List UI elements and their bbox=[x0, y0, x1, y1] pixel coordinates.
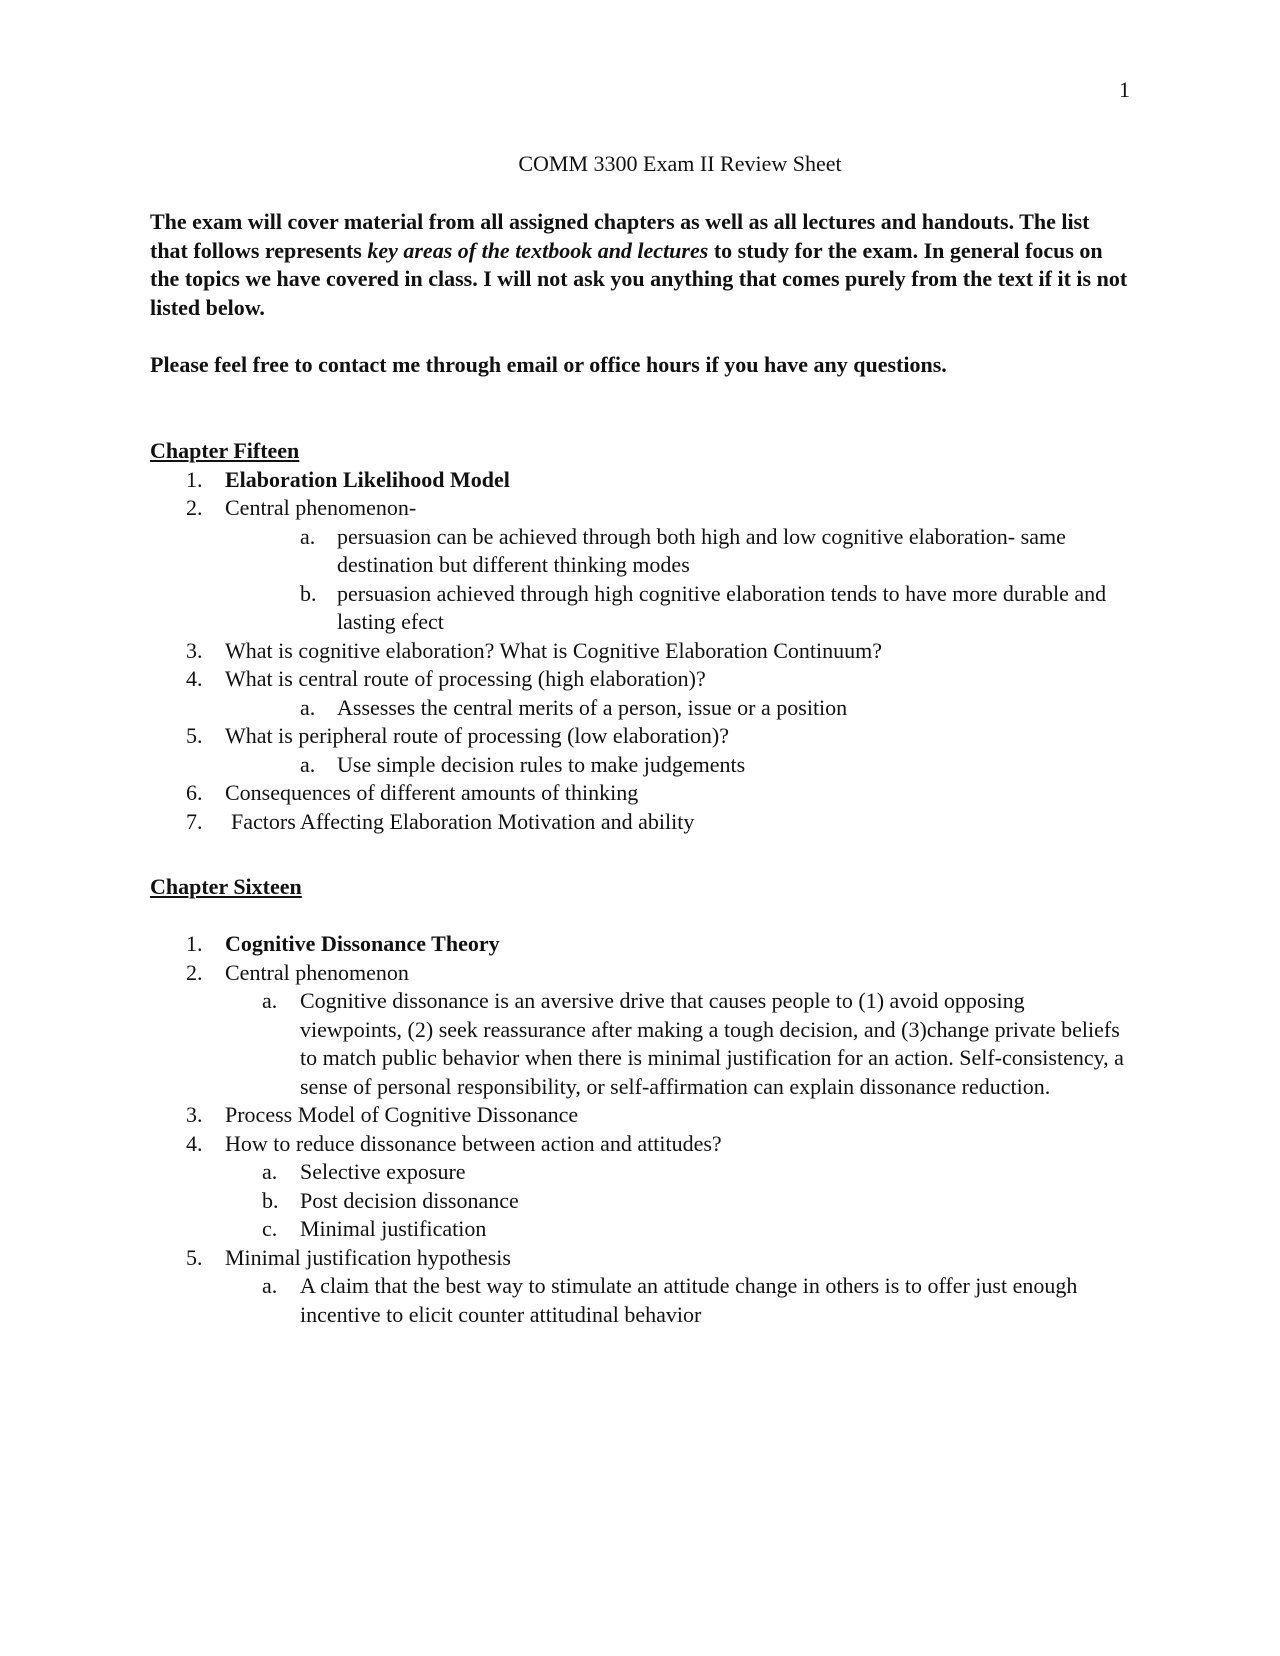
sub-item-letter: a. bbox=[300, 523, 316, 549]
chapter-heading: Chapter Sixteen bbox=[150, 874, 302, 899]
sub-list-item bbox=[150, 751, 1130, 780]
contact-paragraph: Please feel free to contact me through email or office hours if you have any questions. bbox=[150, 351, 947, 377]
page-number: 1 bbox=[1119, 77, 1130, 102]
item-text: What is peripheral route of processing (low elaboration)? bbox=[225, 723, 729, 748]
intro-section bbox=[150, 208, 1130, 379]
item-text: Process Model of Cognitive Dissonance bbox=[225, 1102, 579, 1127]
list-item bbox=[150, 494, 1130, 523]
list-item bbox=[150, 637, 1130, 666]
sub-item-letter: a. bbox=[300, 751, 316, 777]
chapter-fifteen-section bbox=[150, 437, 1130, 836]
sub-item-text: Assesses the central merits of a person, issue or a position bbox=[337, 694, 848, 720]
chapter-sixteen-section bbox=[150, 873, 1130, 1329]
list-item bbox=[150, 1101, 1130, 1130]
intro-text-part1: The exam will cover material from all assigned chapters as well as all lectures and handouts. The list that follows represents bbox=[150, 209, 1090, 263]
item-number: 2. bbox=[186, 495, 203, 520]
sub-list-item bbox=[150, 1187, 1130, 1216]
sub-item-letter: a. bbox=[262, 988, 278, 1013]
sub-item-text: Cognitive dissonance is an aversive drive that causes people to (1) avoid opposing viewpoints, (2) seek reassurance after making a tough decision, and (3)change private beliefs to match public behavior when there is minimal justification for an action. Self-consistency, a sense of personal responsibility, or self-affirmation can explain dissonance reduction. bbox=[300, 988, 1124, 1099]
list-item bbox=[150, 1244, 1130, 1273]
intro-paragraph bbox=[150, 208, 1130, 322]
intro-text-part2: to study for the exam. In general focus on the topics we have covered in class. I will not ask you anything that comes purely from the text if it is not listed below. bbox=[150, 237, 1128, 320]
sub-list-item bbox=[150, 694, 1130, 723]
sub-item-letter: a. bbox=[300, 694, 316, 720]
item-text: Consequences of different amounts of thinking bbox=[225, 780, 639, 805]
sub-list-item bbox=[150, 1158, 1130, 1187]
item-number: 5. bbox=[186, 723, 203, 748]
item-text: Central phenomenon- bbox=[225, 495, 417, 520]
sub-item-text: persuasion can be achieved through both high and low cognitive elaboration- same destination but different thinking modes bbox=[337, 523, 1066, 577]
list-item bbox=[150, 1130, 1130, 1159]
sub-item-letter: b. bbox=[262, 1187, 279, 1213]
sub-item-text: A claim that the best way to stimulate an attitude change in others is to offer just enough incentive to elicit counter attitudinal behavior bbox=[300, 1273, 1078, 1327]
list-item bbox=[150, 808, 1130, 837]
item-text: How to reduce dissonance between action and attitudes? bbox=[225, 1130, 722, 1156]
list-item bbox=[150, 722, 1130, 751]
item-number: 4. bbox=[186, 1130, 203, 1156]
sub-item-text: Use simple decision rules to make judgements bbox=[337, 751, 746, 777]
list-item bbox=[150, 959, 1130, 988]
sub-item-letter: a. bbox=[262, 1273, 278, 1298]
item-text: What is cognitive elaboration? What is Cognitive Elaboration Continuum? bbox=[225, 637, 883, 663]
item-number: 3. bbox=[186, 1102, 203, 1127]
list-item bbox=[150, 779, 1130, 808]
sub-list-item bbox=[150, 987, 1130, 1101]
list-item bbox=[150, 665, 1130, 694]
item-number: 2. bbox=[186, 959, 203, 985]
sub-item-text: Selective exposure bbox=[300, 1159, 466, 1184]
item-text: What is central route of processing (high elaboration)? bbox=[225, 666, 706, 691]
sub-list-item bbox=[150, 1272, 1130, 1329]
item-text: Minimal justification hypothesis bbox=[225, 1244, 511, 1270]
sub-list-item bbox=[150, 523, 1130, 580]
sub-list-item bbox=[150, 1215, 1130, 1244]
item-text: Central phenomenon bbox=[225, 959, 409, 985]
sub-item-letter: c. bbox=[262, 1216, 278, 1241]
chapter-heading: Chapter Fifteen bbox=[150, 438, 300, 463]
item-number: 1. bbox=[186, 931, 203, 956]
item-number: 3. bbox=[186, 637, 203, 663]
item-text: Factors Affecting Elaboration Motivation and ability bbox=[231, 808, 695, 834]
item-number: 1. bbox=[186, 466, 203, 492]
sub-list-item bbox=[150, 580, 1130, 637]
item-text: Cognitive Dissonance Theory bbox=[225, 931, 500, 956]
sub-item-text: Post decision dissonance bbox=[300, 1187, 519, 1213]
list-item bbox=[150, 466, 1130, 495]
document-title: COMM 3300 Exam II Review Sheet bbox=[518, 151, 842, 176]
sub-item-letter: a. bbox=[262, 1159, 278, 1184]
item-number: 4. bbox=[186, 666, 203, 691]
sub-item-text: persuasion achieved through high cognitive elaboration tends to have more durable and lasting efect bbox=[337, 580, 1107, 634]
item-text: Elaboration Likelihood Model bbox=[225, 466, 510, 492]
item-number: 7. bbox=[186, 808, 203, 834]
item-number: 6. bbox=[186, 780, 203, 805]
item-number: 5. bbox=[186, 1244, 203, 1270]
sub-item-letter: b. bbox=[300, 580, 317, 606]
sub-item-text: Minimal justification bbox=[300, 1216, 487, 1241]
intro-emphasis: key areas of the textbook and lectures bbox=[367, 237, 709, 263]
list-item bbox=[150, 930, 1130, 959]
